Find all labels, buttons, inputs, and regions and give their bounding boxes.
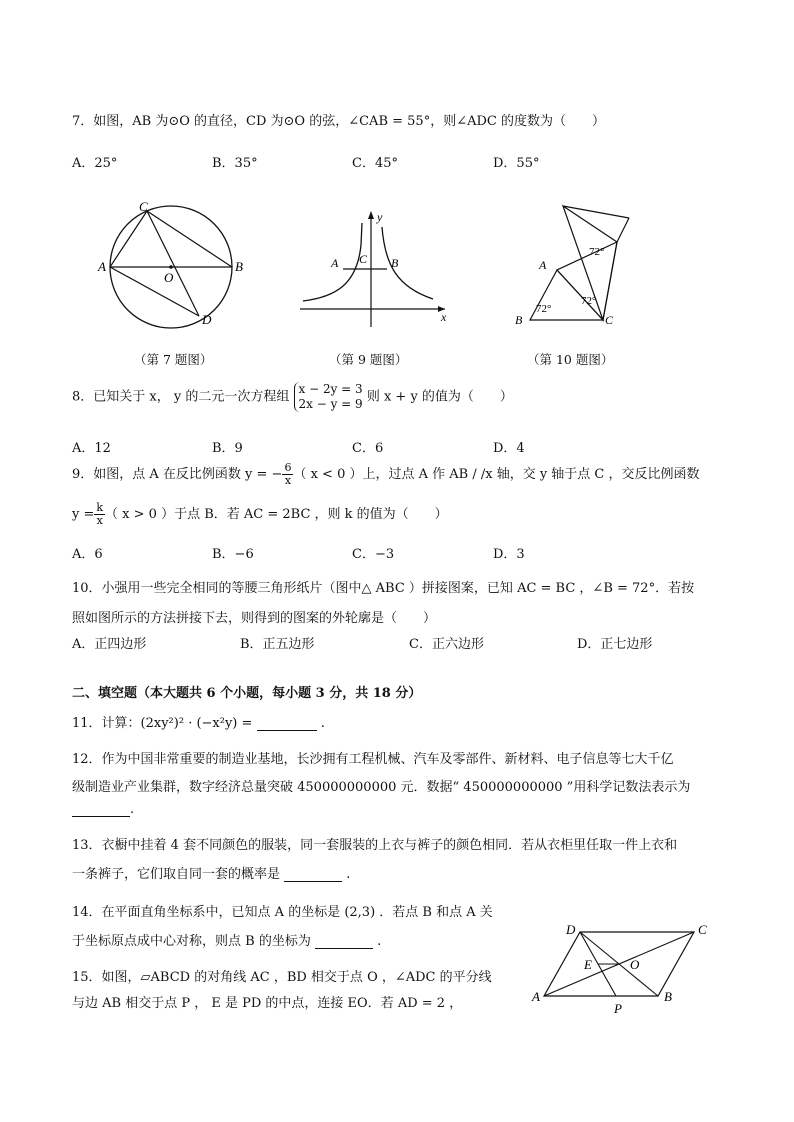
label-b: B [515, 313, 523, 327]
q9-frac2-den: x [96, 514, 103, 527]
q8-suffix: 则 x + y 的值为（ ） [366, 389, 513, 405]
figure-9-caption: （第 9 题图） [329, 352, 408, 367]
right-branch [382, 227, 433, 299]
label-c: C [139, 199, 148, 214]
question-14-line-2 [72, 930, 381, 949]
q9-frac1-num: 6 [284, 461, 292, 474]
label-a: A [539, 258, 547, 272]
q8-option-d: D．4 [493, 441, 525, 456]
q9-option-b: B．−6 [212, 547, 254, 562]
label-b: B [391, 256, 399, 270]
section-2-title: 二、填空题（本大题共 6 个小题，每小题 3 分，共 18 分） [72, 686, 422, 701]
q10-option-d: D．正七边形 [577, 637, 653, 652]
q12-end: . [130, 802, 135, 817]
label-c: C [359, 252, 368, 266]
q11-end: . [320, 716, 325, 731]
segment-cb [147, 211, 232, 267]
angle-label-middle: 72° [581, 295, 597, 307]
q10-option-a: A．正四边形 [72, 637, 147, 652]
angle-label-b: 72° [536, 303, 552, 315]
figure-7-circle-diagram [95, 198, 255, 333]
label-d: D [566, 922, 576, 937]
segment-ad [110, 267, 199, 316]
question-10-line-1: 10．小强用一些完全相同的等腰三角形纸片（图中△ ABC ）拼接图案，已知 AC = BC ，∠B = 72°．若按 [72, 581, 695, 596]
q9-option-d: D．3 [493, 547, 525, 562]
q7-option-b: B．35° [212, 156, 258, 171]
center-point [169, 265, 173, 269]
q9-frac1-den: x [284, 474, 292, 487]
q12-answer-blank[interactable] [72, 800, 130, 817]
segment-ca [110, 211, 147, 267]
label-c: C [605, 313, 614, 327]
question-12-line-1: 12．作为中国非常重要的制造业基地，长沙拥有工程机械、汽车及零部件、新材料、电子信息等七大千亿 [72, 752, 674, 767]
question-8-stem [72, 382, 513, 412]
q8-prefix: 8．已知关于 x， y 的二元一次方程组 [72, 389, 290, 405]
q8-equation-2: 2x − y = 9 [298, 397, 363, 411]
figure-7-caption: （第 7 题图） [134, 352, 213, 367]
q7-option-d: D．55° [493, 156, 540, 171]
chord-cd [147, 211, 199, 316]
label-a: A [98, 259, 106, 274]
q9-fraction-1 [282, 462, 293, 487]
label-a: A [331, 256, 339, 270]
figure-15-parallelogram-diagram [528, 920, 718, 1020]
question-7-stem: 7．如图，AB 为⊙O 的直径，CD 为⊙O 的弦，∠CAB = 55°，则∠ADC 的度数为（ ） [72, 114, 605, 129]
q8-option-a: A．12 [72, 441, 111, 456]
q11-text: 11．计算：(2xy²)² · (−x²y) = [72, 716, 253, 731]
label-e: E [584, 957, 592, 972]
q9-option-a: A．6 [72, 547, 103, 562]
question-10-line-2: 照如图所示的方法拼接下去，则得到的图案的外轮廓是（ ） [72, 611, 437, 626]
q9-option-c: C．−3 [352, 547, 395, 562]
question-11 [72, 712, 325, 731]
triangle-2 [557, 242, 617, 320]
question-12-line-2: 级制造业产业集群，数字经济总量突破 450000000000 元．数据“ 450000000000 ”用科学记数法表示为 [72, 780, 691, 795]
q14-answer-blank[interactable] [315, 932, 373, 949]
q14-end: . [377, 934, 382, 949]
label-d: D [202, 312, 212, 327]
label-x: x [441, 310, 447, 324]
question-14-line-1: 14．在平面直角坐标系中，已知点 A 的坐标是 (2,3) ．若点 B 和点 A 关 [72, 905, 493, 920]
q8-option-b: B．9 [212, 441, 243, 456]
label-p: P [614, 1001, 622, 1016]
angle-label-top: 72° [589, 246, 605, 258]
q8-option-c: C．6 [352, 441, 384, 456]
label-b: B [235, 259, 243, 274]
q11-answer-blank[interactable] [257, 716, 317, 731]
q10-option-b: B．正五边形 [240, 637, 315, 652]
q13-answer-blank[interactable] [284, 865, 342, 882]
q7-option-a: A．25° [72, 156, 118, 171]
question-13-line-1: 13．衣橱中挂着 4 套不同颜色的服装，同一套服装的上衣与裤子的颜色相同．若从衣柜里任取一件上衣和 [72, 838, 678, 853]
question-15-line-2: 与边 AB 相交于点 P ， E 是 PD 的中点，连接 EO．若 AD = 2 ， [72, 996, 463, 1011]
q13-line2-text: 一条裤子，它们取自同一套的概率是 [72, 867, 281, 882]
q9-fraction-2 [94, 502, 105, 527]
label-o: O [164, 270, 174, 285]
q9-line1-a: 9．如图，点 A 在反比例函数 y = − [72, 467, 283, 482]
q14-line2-text: 于坐标原点成中心对称，则点 B 的坐标为 [72, 934, 311, 949]
label-y: y [377, 210, 383, 224]
q9-line2-b: （ x > 0 ）于点 B．若 AC = 2BC ，则 k 的值为（ ） [105, 507, 448, 522]
question-12-line-3 [72, 800, 134, 817]
q8-equation-1: x − 2y = 3 [298, 382, 363, 396]
figure-10-caption: （第 10 题图） [527, 352, 614, 367]
label-o: O [630, 957, 640, 972]
figure-9-hyperbola-diagram [295, 205, 455, 333]
q10-option-c: C．正六边形 [409, 637, 484, 652]
question-9-line-2 [72, 502, 448, 527]
figure-10-triangles-diagram [505, 200, 645, 328]
question-9-line-1 [72, 462, 700, 487]
q9-frac2-num: k [96, 501, 104, 514]
q13-end: . [346, 867, 351, 882]
label-b: B [664, 989, 672, 1004]
label-a: A [532, 989, 540, 1004]
q9-line2-a: y = [72, 507, 95, 522]
q9-line1-b: （ x < 0 ）上，过点 A 作 AB / /x 轴，交 y 轴于点 C ，交反比例函数 [293, 467, 700, 482]
q7-option-c: C．45° [352, 156, 398, 171]
question-15-line-1: 15．如图，▱ABCD 的对角线 AC ，BD 相交于点 O ，∠ADC 的平分线 [72, 970, 492, 985]
question-13-line-2 [72, 863, 350, 882]
q8-equation-system [294, 382, 363, 412]
label-c: C [698, 922, 707, 937]
